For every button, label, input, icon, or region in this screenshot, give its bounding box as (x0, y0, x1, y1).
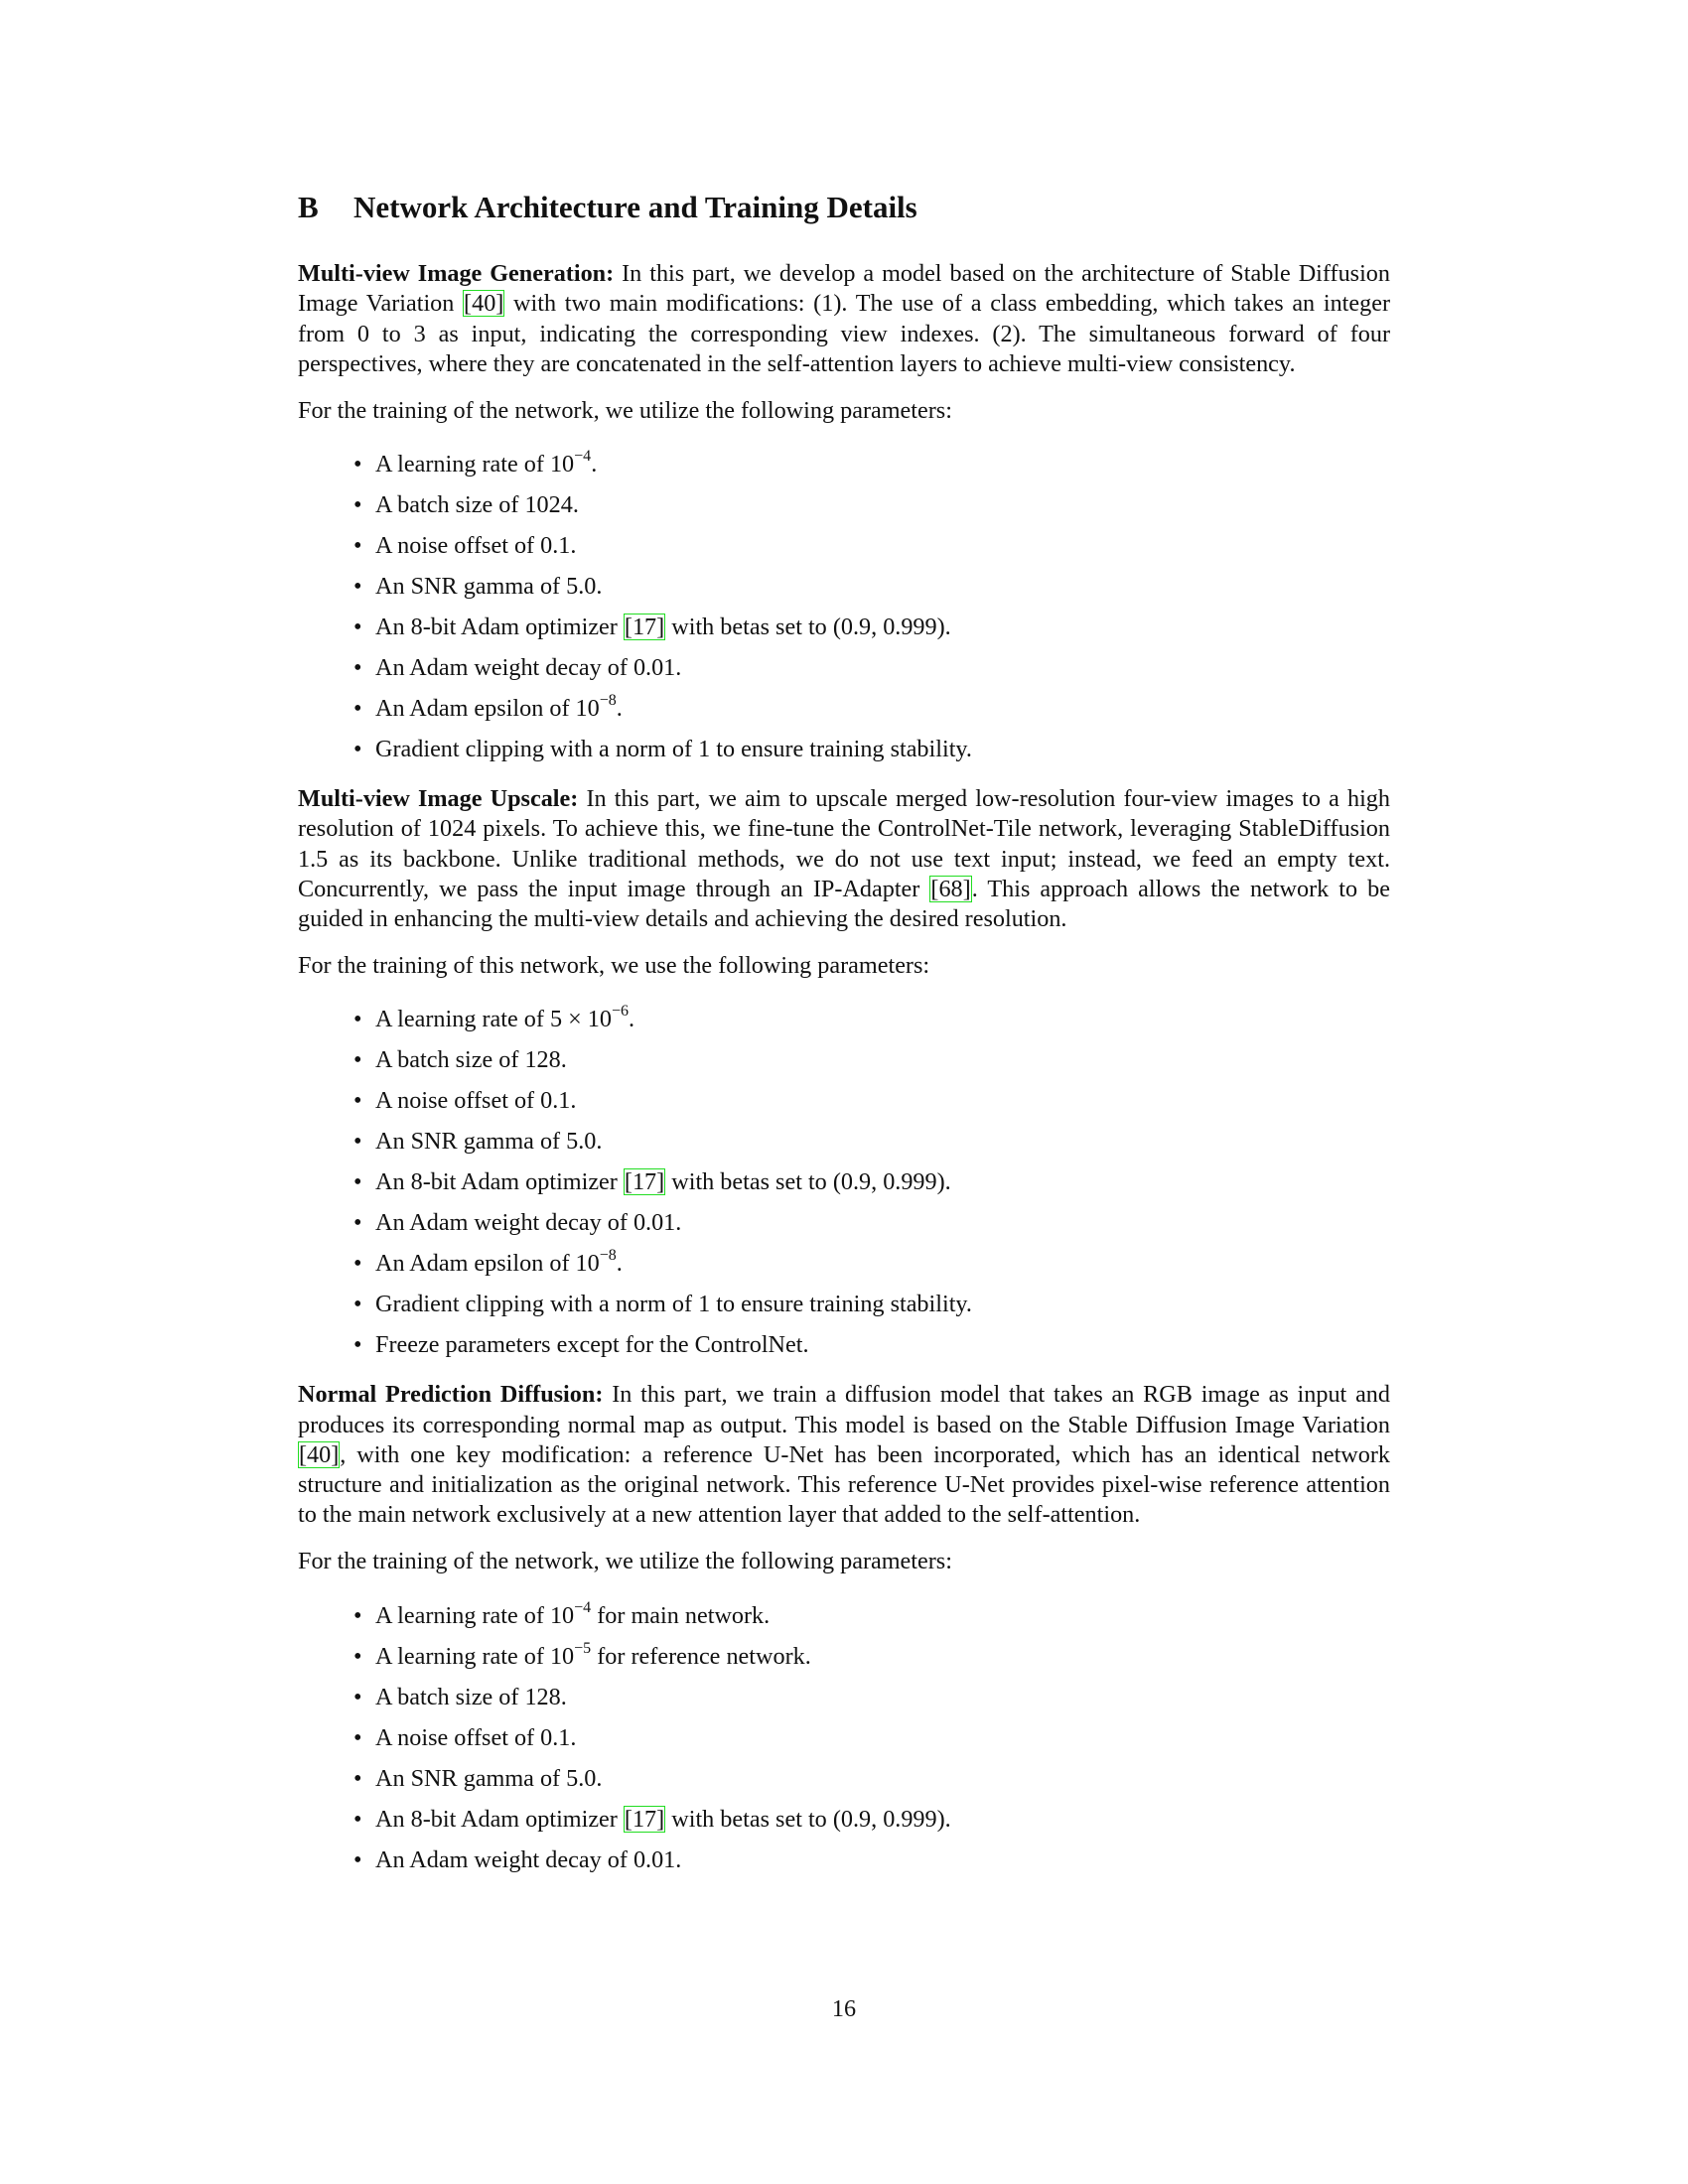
list-item (353, 613, 1390, 642)
bullet: • (353, 451, 362, 478)
page-number: 16 (831, 1995, 857, 2022)
item-text: An Adam epsilon of 10 (375, 1250, 600, 1278)
citation-link[interactable]: [17] (624, 1805, 665, 1833)
item-text: A batch size of 128. (375, 1046, 567, 1074)
item-text: Freeze parameters except for the ControlNet. (375, 1331, 809, 1359)
exponent: −6 (611, 1003, 630, 1021)
bullet: • (353, 654, 362, 682)
exponent: −4 (574, 448, 592, 466)
list-intro: For the training of this network, we use the following parameters: (298, 952, 930, 980)
bullet: • (353, 1128, 362, 1156)
list-item (353, 1639, 1390, 1672)
section-number: B (298, 190, 319, 224)
item-text: An Adam weight decay of 0.01. (375, 1209, 682, 1237)
citation-link[interactable]: [17] (624, 1168, 665, 1196)
section-heading (298, 189, 1390, 225)
bullet: • (353, 1805, 362, 1833)
item-text: A noise offset of 0.1. (375, 1087, 577, 1115)
item-text: with betas set to (0.9, 0.999). (665, 1805, 951, 1833)
bullet: • (353, 1723, 362, 1751)
bullet: • (353, 695, 362, 723)
list-item (353, 1598, 1390, 1631)
list-item (353, 1208, 1390, 1238)
list-item (353, 1330, 1390, 1360)
item-text: An Adam epsilon of 10 (375, 695, 600, 723)
list-intro: For the training of the network, we utilize the following parameters: (298, 1548, 952, 1575)
list-item (353, 448, 1390, 479)
item-text: A noise offset of 0.1. (375, 532, 577, 560)
item-text: for reference network. (591, 1642, 811, 1670)
item-text: . (616, 695, 623, 723)
item-text: . (629, 1006, 635, 1033)
bullet: • (353, 532, 362, 560)
list-item (353, 1003, 1390, 1034)
bullet: • (353, 1601, 362, 1629)
bullet: • (353, 1046, 362, 1074)
paragraph-normal-prediction (298, 1380, 1390, 1530)
item-text: An SNR gamma of 5.0. (375, 1128, 603, 1156)
item-text: A learning rate of 10 (375, 1601, 575, 1629)
item-text: Gradient clipping with a norm of 1 to ensure training stability. (375, 736, 972, 763)
list-item (353, 653, 1390, 683)
list-item (353, 1290, 1390, 1319)
list-item (353, 1764, 1390, 1794)
bullet: • (353, 736, 362, 763)
bullet: • (353, 1168, 362, 1196)
list-item (353, 1845, 1390, 1875)
list-item (353, 1683, 1390, 1712)
list-item (353, 1805, 1390, 1835)
list-item (353, 1127, 1390, 1157)
bullet: • (353, 491, 362, 519)
item-text: A learning rate of 10 (375, 1642, 575, 1670)
bullet: • (353, 1683, 362, 1710)
citation-link[interactable]: [68] (930, 875, 971, 902)
paragraph-lead: Multi-view Image Generation: (298, 260, 615, 288)
citation-link[interactable]: [40] (299, 1440, 340, 1468)
list-item (353, 1086, 1390, 1116)
paragraph-text: , with one key modification: a reference U-Net has been incorporated, which has an identical network structure and initialization as the original network. This reference U-Net provides pixel-wise reference attention to the main network exclusively at a new attention layer that added to the self-attention. (298, 1440, 1390, 1529)
list-item (353, 1723, 1390, 1753)
exponent: −5 (574, 1639, 592, 1657)
section-title: Network Architecture and Training Details (353, 190, 917, 224)
list-intro: For the training of the network, we utilize the following parameters: (298, 397, 952, 424)
list-item (353, 531, 1390, 561)
list-item (353, 572, 1390, 602)
parameter-list (298, 450, 1390, 764)
item-text: A batch size of 128. (375, 1683, 567, 1710)
paragraph-lead: Normal Prediction Diffusion: (298, 1381, 604, 1409)
bullet: • (353, 1006, 362, 1033)
list-item (353, 1045, 1390, 1075)
list-item (353, 490, 1390, 520)
item-text: with betas set to (0.9, 0.999). (665, 1168, 951, 1196)
paragraph-text: with two main modifications: (1). The use of a class embedding, which takes an integer from 0 to 3 as input, indicating the corresponding view indexes. (2). The simultaneous forward of four perspectives, where they are concatenated in the self-attention layers to achieve multi-view consistency. (298, 290, 1390, 377)
item-text: . (616, 1250, 623, 1278)
item-text: An Adam weight decay of 0.01. (375, 654, 682, 682)
citation-link[interactable]: [17] (624, 614, 665, 641)
paragraph-text: In this part, we aim to upscale merged low-resolution four-view images to a high resolution of 1024 pixels. To achieve this, we fine-tune the ControlNet-Tile network, leveraging StableDiffusion 1.5 as its backbone. Unlike traditional methods, we do not use text input; instead, we feed an empty text. Concurrently, we pass the input image through an IP-Adapter (298, 785, 1390, 902)
item-text: A learning rate of 10 (375, 451, 575, 478)
parameter-list (298, 1598, 1390, 1875)
exponent: −8 (599, 1247, 617, 1265)
bullet: • (353, 1209, 362, 1237)
item-text: for main network. (591, 1601, 771, 1629)
item-text: An 8-bit Adam optimizer (375, 614, 624, 641)
item-text: An 8-bit Adam optimizer (375, 1168, 624, 1196)
exponent: −4 (574, 1598, 592, 1616)
item-text: A batch size of 1024. (375, 491, 579, 519)
paragraph-text: . This approach allows the network to be guided in enhancing the multi-view details and achieving the desired resolution. (298, 875, 1390, 933)
item-text: An SNR gamma of 5.0. (375, 1764, 603, 1792)
bullet: • (353, 614, 362, 641)
bullet: • (353, 1642, 362, 1670)
list-item (353, 735, 1390, 764)
parameter-list (298, 1005, 1390, 1360)
bullet: • (353, 1291, 362, 1318)
citation-link[interactable]: [40] (464, 290, 504, 318)
item-text: An Adam weight decay of 0.01. (375, 1845, 682, 1873)
bullet: • (353, 1250, 362, 1278)
paragraph-lead: Multi-view Image Upscale: (298, 785, 579, 813)
item-text: A learning rate of 5 × 10 (375, 1006, 612, 1033)
bullet: • (353, 1087, 362, 1115)
paragraph-multiview-generation (298, 259, 1390, 379)
item-text: Gradient clipping with a norm of 1 to ensure training stability. (375, 1291, 972, 1318)
paragraph-text: In this part, we develop a model based on the architecture of Stable Diffusion Image Variation (298, 260, 1390, 318)
bullet: • (353, 1764, 362, 1792)
list-item (353, 1247, 1390, 1279)
list-item (353, 692, 1390, 724)
exponent: −8 (599, 692, 617, 710)
list-item (353, 1167, 1390, 1197)
paper-page (298, 189, 1390, 1895)
item-text: A noise offset of 0.1. (375, 1723, 577, 1751)
item-text: An 8-bit Adam optimizer (375, 1805, 624, 1833)
paragraph-text: In this part, we train a diffusion model that takes an RGB image as input and produces its corresponding normal map as output. This model is based on the Stable Diffusion Image Variation (298, 1381, 1390, 1438)
bullet: • (353, 1331, 362, 1359)
bullet: • (353, 1845, 362, 1873)
bullet: • (353, 573, 362, 601)
item-text: with betas set to (0.9, 0.999). (665, 614, 951, 641)
paragraph-multiview-upscale (298, 784, 1390, 934)
item-text: An SNR gamma of 5.0. (375, 573, 603, 601)
item-text: . (591, 451, 598, 478)
